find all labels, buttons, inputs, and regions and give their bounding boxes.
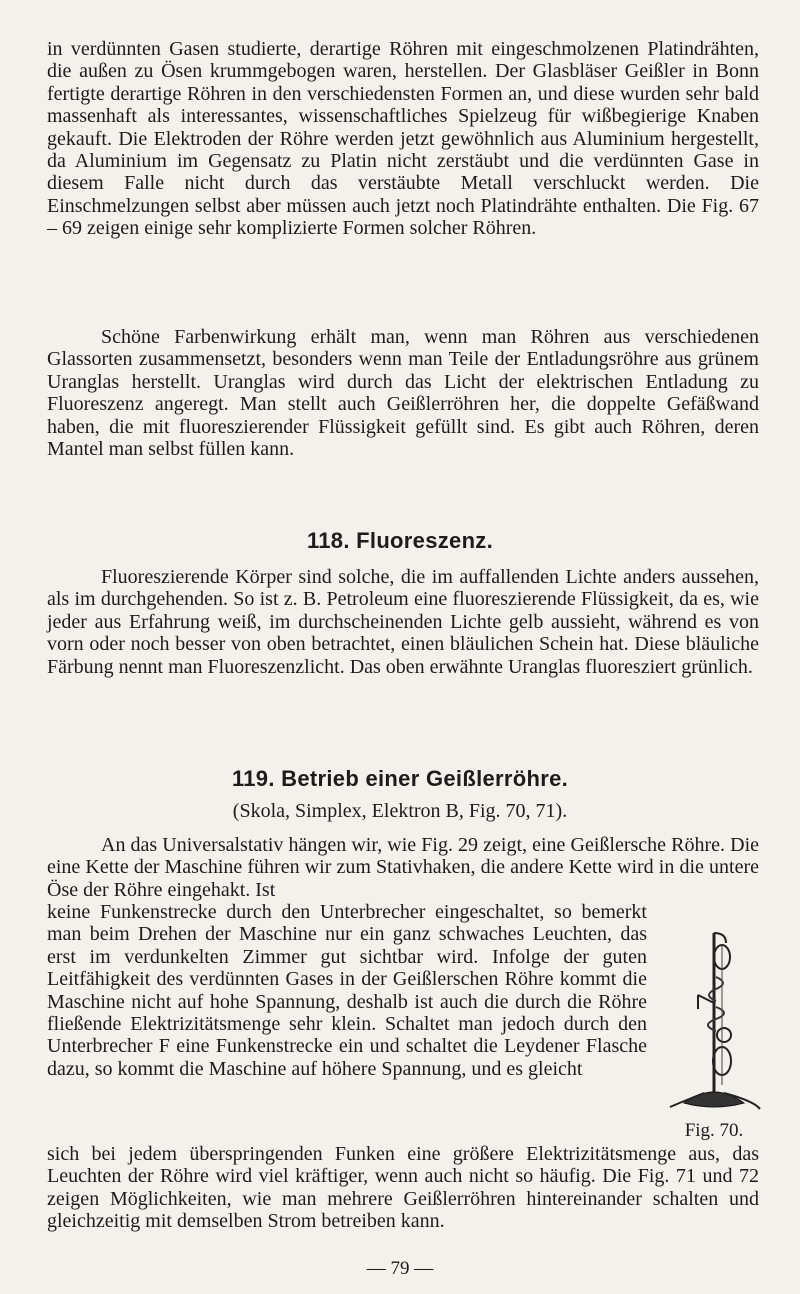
section-heading-119: 119. Betrieb einer Geißlerröhre. bbox=[231, 766, 569, 791]
paragraph-fluorescence: Fluoreszierende Körper sind solche, die im auffallenden Lichte anders aussehen, als im durchgehenden. So ist z. B. Petroleum eine fluoreszierende Flüssigkeit, da es, wie jeder aus Erfahrung weiß, im durchscheinenden Lichte gelb aussieht, während es von vorn oder noch besser von oben betrachtet, einen bläulichen Schein hat. Diese bläuliche Färbung nennt man Fluoreszenzlicht. Das oben erwähnte Uranglas fluoresziert grünlich. bbox=[47, 566, 759, 678]
paragraph-intro: in verdünnten Gasen studierte, derartige Röhren mit eingeschmolzenen Platindrähten, die außen zu Ösen krummgebogen waren, herstellen. Der Glasbläser Geißler in Bonn fertigte derartige Röhren in den verschiedensten Formen an, und diese wurden sehr bald massenhaft als interessantes, wissenschaftliches Spielzeug für wißbegierige Knaben gekauft. Die Elektroden der Röhre werden jetzt gewöhnlich aus Aluminium hergestellt, da Aluminium im Gegensatz zu Platin nicht zerstäubt und die verdünnten Gase in diesem Falle nicht durch das verstäubte Metall verschluckt werden. Die Einschmelzungen selbst aber müssen auch jetzt noch Platindrähte enthalten. Die Fig. 67 – 69 zeigen einige sehr komplizierte Formen solcher Röhren. bbox=[47, 38, 759, 240]
paragraph-operation-end: sich bei jedem überspringenden Funken eine größere Elektrizitätsmenge aus, das Leuchten der Röhre wird viel kräftiger, wenn auch nicht so häufig. Die Fig. 71 und 72 zeigen Möglichkeiten, wie man mehrere Geißlerröhren hintereinander schalten und gleichzeitig mit demselben Strom betreiben kann. bbox=[47, 1143, 759, 1233]
section-heading-118: 118. Fluoreszenz. bbox=[306, 528, 494, 553]
paragraph-operation-body: keine Funkenstrecke durch den Unterbrecher eingeschaltet, so bemerkt man beim Drehen der Maschine nur ein ganz schwaches Leuchten, das erst im verdunkelten Zimmer gut sichtbar wird. Infolge der guten Leitfähigkeit des verdünnten Gases in der Geißlerschen Röhre kommt die Maschine nicht auf hohe Spannung, deshalb ist auch die durch die Röhre fließende Elektrizitätsmenge sehr klein. Schaltet man jedoch durch den Unterbrecher F eine Funkenstrecke ein und schaltet die Leydener Flasche dazu, so kommt die Maschine auf höhere Spannung, und es gleicht bbox=[47, 901, 647, 1080]
page-number: — 79 — bbox=[366, 1258, 434, 1279]
figure-70 bbox=[664, 925, 764, 1115]
section-subheading-119: (Skola, Simplex, Elektron B, Fig. 70, 71). bbox=[232, 800, 568, 822]
paragraph-color-effects: Schöne Farbenwirkung erhält man, wenn man Röhren aus verschiedenen Glassorten zusammensetzt, besonders wenn man Teile der Entladungsröhre aus grünem Uranglas herstellt. Uranglas wird durch das Licht der elektrischen Entladung zu Fluoreszenz angeregt. Man stellt auch Geißlerröhren her, die doppelte Gefäßwand haben, die mit fluoreszierender Flüssigkeit gefüllt sind. Es gibt auch Röhren, deren Mantel man selbst füllen kann. bbox=[47, 326, 759, 461]
paragraph-operation-intro: An das Universalstativ hängen wir, wie Fig. 29 zeigt, eine Geißlersche Röhre. Die eine Kette der Maschine führen wir zum Stativhaken, die andere Kette wird in die untere Öse der Röhre eingehakt. Ist bbox=[47, 834, 759, 901]
geissler-tube-on-stand-icon bbox=[664, 925, 764, 1115]
figure-caption: Fig. 70. bbox=[684, 1120, 744, 1141]
